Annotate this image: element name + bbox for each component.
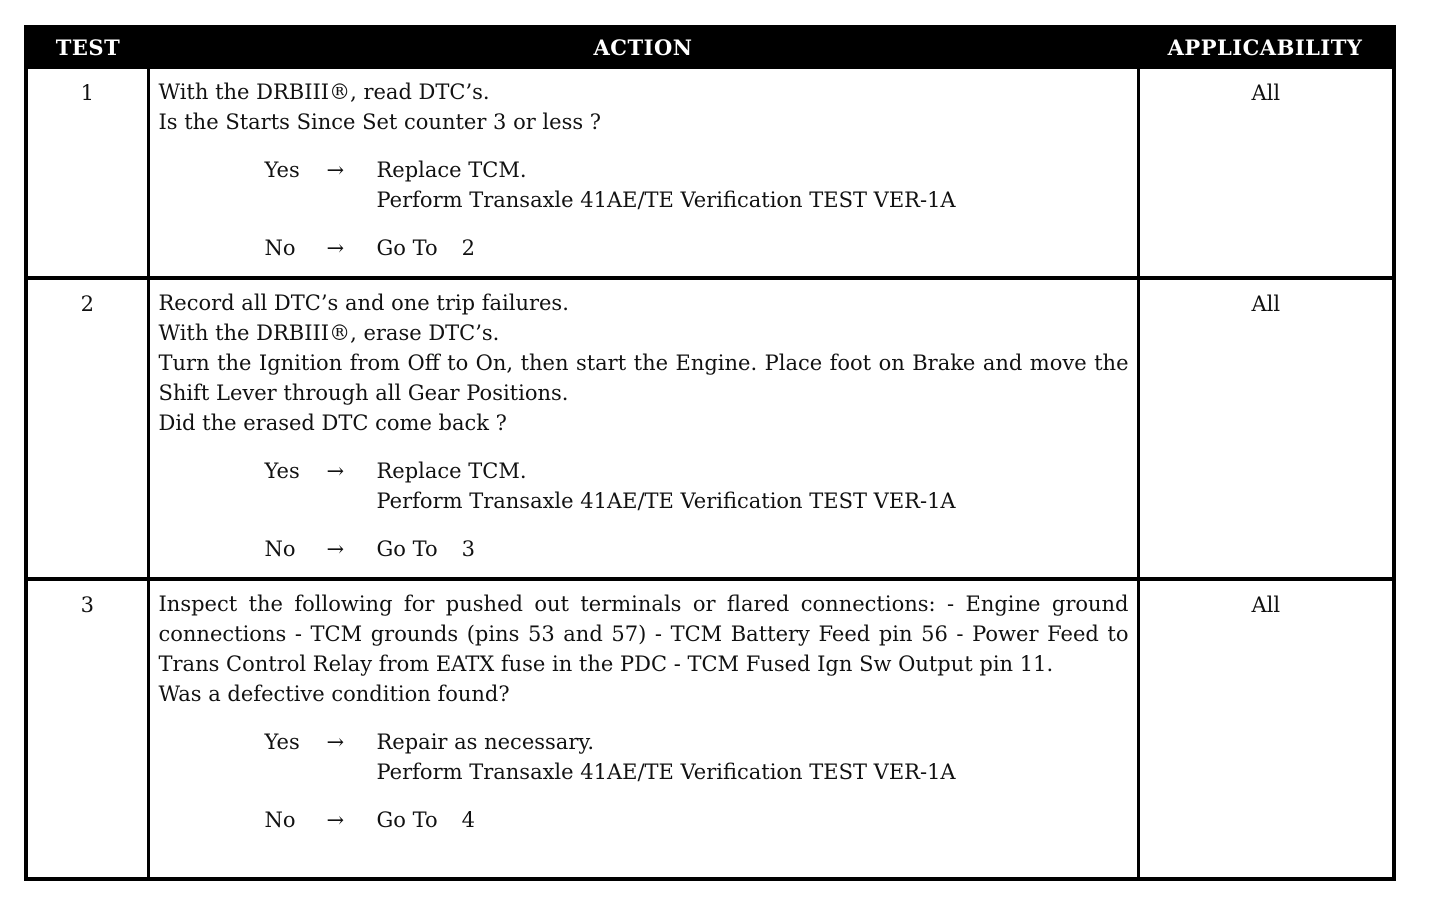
answer-block: [265, 456, 1129, 564]
right-arrow-icon: →: [326, 236, 345, 260]
right-arrow-icon: →: [326, 158, 345, 182]
action-cell: [148, 579, 1138, 879]
action-line: Is the Starts Since Set counter 3 or less ?: [158, 110, 602, 134]
answer-block: [265, 727, 1129, 835]
no-instructions: [377, 534, 1129, 564]
yes-instruction-line: Perform Transaxle 41AE/TE Verification TEST VER-1A: [376, 188, 956, 212]
diagnostic-test-table: [24, 25, 1396, 881]
goto-line: [377, 233, 1129, 263]
action-line: Record all DTC’s and one trip failures.: [158, 291, 569, 315]
yes-answer: [265, 456, 1129, 516]
goto-target: 3: [461, 537, 475, 561]
table-row: [26, 278, 1394, 579]
yes-instructions: [377, 727, 1129, 787]
yes-answer: [265, 155, 1129, 215]
yes-instructions: [377, 456, 1129, 516]
table-row: [26, 67, 1394, 278]
no-instructions: [377, 233, 1129, 263]
goto-text: Go To: [376, 537, 438, 561]
yes-instructions: [377, 155, 1129, 215]
goto-text: Go To: [376, 236, 438, 260]
right-arrow-icon: →: [326, 537, 345, 561]
header-test: TEST: [26, 27, 148, 67]
no-label: No: [264, 808, 296, 832]
no-answer: [265, 805, 1129, 835]
yes-instruction-line: Replace TCM.: [376, 158, 527, 182]
header-applicability: APPLICABILITY: [1138, 27, 1394, 67]
yes-label: Yes: [264, 459, 300, 483]
no-instructions: [377, 805, 1129, 835]
yes-label: Yes: [264, 730, 300, 754]
no-label: No: [264, 537, 296, 561]
right-arrow-icon: →: [326, 808, 345, 832]
action-line: Inspect the following for pushed out terminals or flared connections: - Engine ground connections - TCM grounds (pins 53 and 57) - TCM Battery Feed pin 56 - Power Feed to Trans Control Relay from EATX fuse in the PDC - TCM Fused Ign Sw Output pin 11.: [158, 592, 1129, 676]
yes-instruction-line: Perform Transaxle 41AE/TE Verification TEST VER-1A: [376, 489, 956, 513]
test-number: 2: [26, 278, 148, 579]
action-cell: [148, 67, 1138, 278]
goto-line: [377, 805, 1129, 835]
right-arrow-icon: →: [326, 730, 345, 754]
action-line: With the DRBIII®, erase DTC’s.: [158, 321, 500, 345]
header-action: ACTION: [148, 27, 1138, 67]
applicability-value: All: [1138, 67, 1394, 278]
goto-text: Go To: [376, 808, 438, 832]
table-row: [26, 579, 1394, 879]
no-answer: [265, 233, 1129, 263]
yes-instruction-line: Replace TCM.: [376, 459, 527, 483]
goto-target: 4: [461, 808, 475, 832]
action-line: Turn the Ignition from Off to On, then start the Engine. Place foot on Brake and move the Shift Lever through all Gear Positions.: [158, 351, 1129, 405]
yes-label: Yes: [264, 158, 300, 182]
yes-instruction-line: Repair as necessary.: [376, 730, 595, 754]
yes-instruction-line: Perform Transaxle 41AE/TE Verification TEST VER-1A: [376, 760, 956, 784]
no-label: No: [264, 236, 296, 260]
action-line: Did the erased DTC come back ?: [158, 411, 507, 435]
table-header-row: [26, 27, 1394, 67]
goto-line: [377, 534, 1129, 564]
applicability-value: All: [1138, 278, 1394, 579]
answer-block: [265, 155, 1129, 263]
action-line: With the DRBIII®, read DTC’s.: [158, 80, 490, 104]
right-arrow-icon: →: [326, 459, 345, 483]
action-line: Was a defective condition found?: [158, 682, 510, 706]
no-answer: [265, 534, 1129, 564]
applicability-value: All: [1138, 579, 1394, 879]
action-cell: [148, 278, 1138, 579]
goto-target: 2: [461, 236, 475, 260]
test-number: 3: [26, 579, 148, 879]
test-number: 1: [26, 67, 148, 278]
yes-answer: [265, 727, 1129, 787]
